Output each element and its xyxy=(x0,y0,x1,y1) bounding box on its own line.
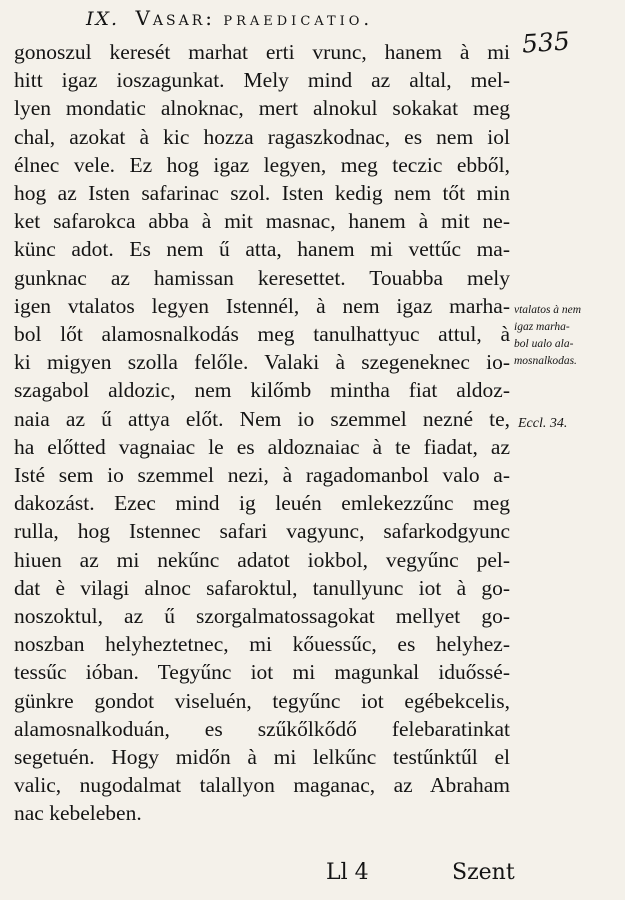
text-line: hog az Isten safarinac szol. Isten kedig nem tőt min xyxy=(14,181,510,206)
text-line: naia az ű attya előt. Nem io szemmel nezné te, xyxy=(14,406,510,431)
signature-mark: Ll 4 xyxy=(326,860,369,885)
text-line: valic, nugodalmat talallyon maganac, az Abraham xyxy=(14,773,510,798)
text-line: rulla, hog Istennec safari vagyunc, safarkodgyunc xyxy=(14,519,510,544)
text-line: élnec vele. Ez hog igaz legyen, meg teczic ebből, xyxy=(14,152,510,177)
text-line: tessűc ióban. Tegyűnc iot mi magunkal iduőssé- xyxy=(14,660,510,685)
header-title-praedicatio: praedicatio. xyxy=(223,9,374,30)
margin-note-line: bol ualo ala- xyxy=(514,338,574,350)
margin-note-line: vtalatos à nem xyxy=(514,304,582,316)
text-line: alamosnalkoduán, es szűkőlkődő felebaratinkat xyxy=(14,716,510,741)
text-line: ha előtted vagnaiac le es aldoznaiac à te fiadat, az xyxy=(14,434,510,459)
text-line: hiuen az mi nekűnc adatot iokbol, vegyűnc pel- xyxy=(14,547,510,572)
text-line: hitt igaz ioszagunkat. Mely mind az altal, mel- xyxy=(14,68,510,93)
text-line: dakozást. Ezec mind ig leuén emlekezzűnc meg xyxy=(14,491,510,516)
text-line: nac kebeleben. xyxy=(14,801,142,826)
text-line: günkre gondot viseluén, tegyűnc iot egébekcelis, xyxy=(14,688,510,713)
body-text xyxy=(14,38,510,828)
running-header xyxy=(86,6,373,30)
text-line: ki migyen szolla felőle. Valaki à szegeneknec io- xyxy=(14,350,510,375)
page-number: 535 xyxy=(521,26,571,59)
text-line: noszban helyheztetnec, mi kőuessűc, es helyhez- xyxy=(14,632,510,657)
header-title-vasar: Vasar: xyxy=(135,6,215,30)
text-line: noszoktul, az ű szorgalmatossagokat mellyet go- xyxy=(14,604,510,629)
text-line: gunknac az hamissan keresettet. Touabba mely xyxy=(14,265,510,290)
margin-reference: Eccl. 34. xyxy=(518,416,568,431)
text-line: Isté sem io szemmel nezi, à ragadomanbol valo a- xyxy=(14,463,510,488)
text-line: gonoszul keresét marhat erti vrunc, hanem à mi xyxy=(14,40,510,64)
text-line: igen vtalatos legyen Istennél, à nem igaz marha- xyxy=(14,293,510,318)
text-line: ket safarokca abba à mit masnac, hanem à mit ne- xyxy=(14,209,510,234)
margin-note xyxy=(514,302,622,370)
text-line: segetuén. Hogy midőn à mi lelkűnc testűnktűl el xyxy=(14,745,510,770)
catchword: Szent xyxy=(452,860,515,885)
text-line: szagabol aldozic, nem kilőmb mintha fiat aldoz- xyxy=(14,378,510,403)
margin-note-line: mosnalkodas. xyxy=(514,355,577,367)
text-line: chal, azokat à kic hozza ragaszkodnac, es nem iol xyxy=(14,124,510,149)
text-line: lyen mondatic alnoknac, mert alnokul sokakat meg xyxy=(14,96,510,121)
text-line: bol lőt alamosnalkodás meg tanulhattyuc attul, à xyxy=(14,322,510,347)
header-section-number: IX. xyxy=(86,8,120,30)
text-line: dat è vilagi alnoc safaroktul, tanullyunc iot à go- xyxy=(14,575,510,600)
margin-note-line: igaz marha- xyxy=(514,321,570,333)
text-line: künc adot. Es nem ű atta, hanem mi vettűc ma- xyxy=(14,237,510,262)
